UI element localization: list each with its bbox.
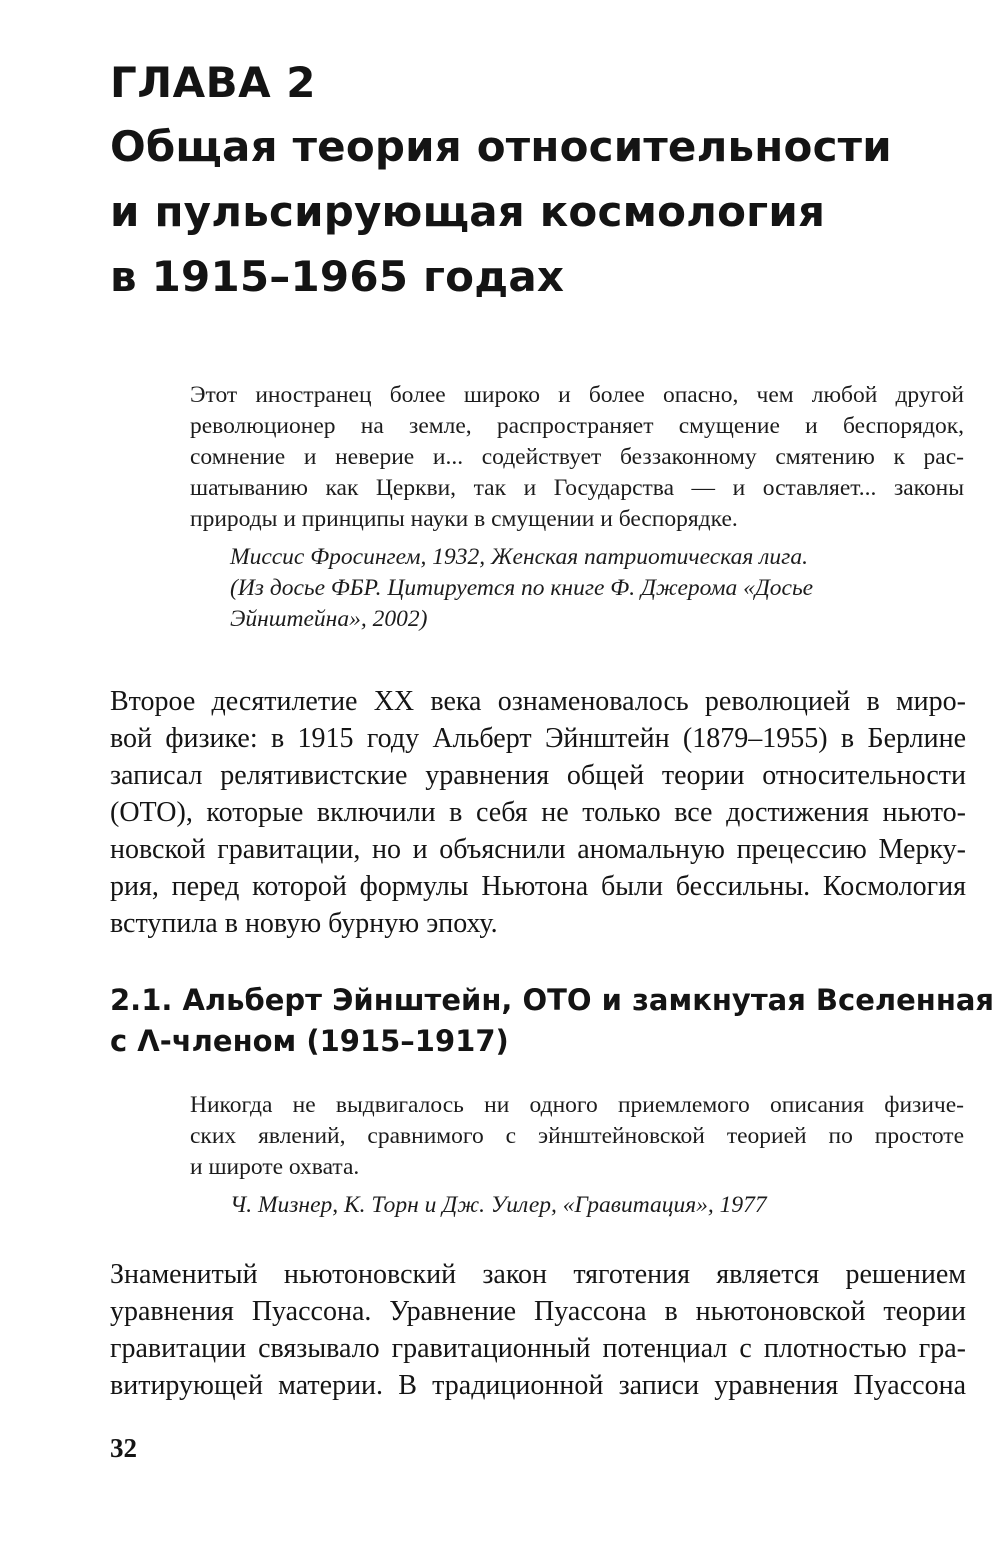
- quote-line: ских явлений, сравнимого с эйнштейновской теорией по простоте: [190, 1123, 964, 1149]
- chapter-title-line: и пульсирующая космология: [110, 187, 826, 236]
- chapter-epigraph: [190, 380, 964, 635]
- chapter-label: ГЛАВА 2: [110, 58, 317, 107]
- paragraph-line: Второе десятилетие XX века ознаменовалось революцией в миро-: [110, 686, 966, 717]
- body-paragraph: [110, 1256, 966, 1404]
- quote-line: Этот иностранец более широко и более опасно, чем любой другой: [190, 382, 964, 408]
- paragraph-line: записал релятивистские уравнения общей теории относительности: [110, 760, 966, 791]
- paragraph-line: рия, перед которой формулы Ньютона были бессильны. Космология: [110, 871, 966, 902]
- epigraph-attribution: [190, 542, 964, 635]
- section-heading: [110, 980, 995, 1062]
- section-heading-line: с Λ-членом (1915–1917): [110, 1024, 509, 1058]
- paragraph-line: новской гравитации, но и объяснили аномальную прецессию Мерку-: [110, 834, 966, 865]
- section-epigraph: [190, 1090, 964, 1221]
- paragraph-line: (ОТО), которые включили в себя не только все достижения ньюто-: [110, 797, 966, 828]
- quote-line: природы и принципы науки в смущении и беспорядке.: [190, 506, 738, 532]
- section-heading-line: 2.1. Альберт Эйнштейн, ОТО и замкнутая Вселенная: [110, 983, 995, 1017]
- epigraph-attribution: [190, 1190, 964, 1221]
- quote-line: и широте охвата.: [190, 1154, 360, 1180]
- epigraph-quote: [190, 380, 964, 535]
- paragraph-line: Знаменитый ньютоновский закон тяготения является решением: [110, 1259, 966, 1290]
- attribution-line: Эйнштейна», 2002): [230, 606, 428, 632]
- body-paragraph: [110, 683, 966, 942]
- quote-line: революционер на земле, распространяет смущение и беспорядок,: [190, 413, 964, 439]
- paragraph-line: витирующей материи. В традиционной записи уравнения Пуассона: [110, 1370, 966, 1401]
- paragraph-line: вступила в новую бурную эпоху.: [110, 908, 498, 939]
- chapter-title-line: в 1915–1965 годах: [110, 252, 565, 301]
- chapter-header: [110, 52, 970, 309]
- paragraph-line: уравнения Пуассона. Уравнение Пуассона в ньютоновской теории: [110, 1296, 966, 1327]
- epigraph-quote: [190, 1090, 964, 1183]
- paragraph-line: гравитации связывало гравитационный потенциал с плотностью гра-: [110, 1333, 966, 1364]
- chapter-title: [110, 114, 970, 309]
- attribution-line: Миссис Фросингем, 1932, Женская патриотическая лига.: [230, 544, 808, 570]
- quote-line: шатыванию как Церкви, так и Государства — и оставляет... законы: [190, 475, 964, 501]
- attribution-line: (Из досье ФБР. Цитируется по книге Ф. Джерома «Досье: [230, 575, 814, 601]
- quote-line: Никогда не выдвигалось ни одного приемлемого описания физиче-: [190, 1092, 964, 1118]
- quote-line: сомнение и неверие и... содействует беззаконному смятению к рас-: [190, 444, 964, 470]
- attribution-line: Ч. Мизнер, К. Торн и Дж. Уилер, «Гравитация», 1977: [230, 1192, 767, 1218]
- paragraph-line: вой физике: в 1915 году Альберт Эйнштейн (1879–1955) в Берлине: [110, 723, 966, 754]
- page-number: 32: [110, 1433, 137, 1463]
- chapter-title-line: Общая теория относительности: [110, 122, 892, 171]
